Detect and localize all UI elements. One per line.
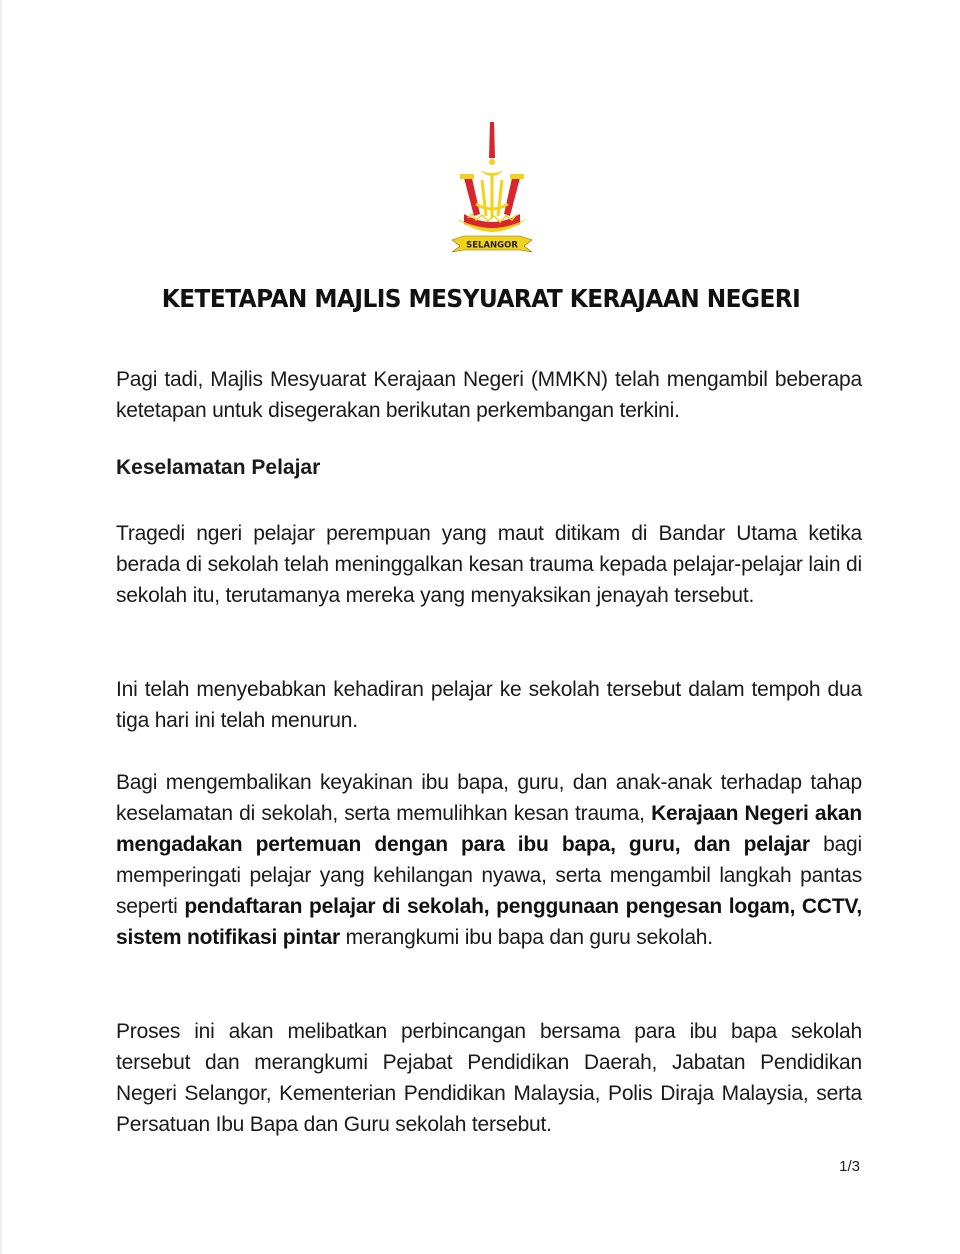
page-number: 1/3 <box>839 1158 860 1175</box>
paragraph-process: Proses ini akan melibatkan perbincangan bersama para ibu bapa sekolah tersebut dan merangkumi Pejabat Pendidikan Daerah, Jabatan Pendidikan Negeri Selangor, Kementerian Pendidikan Malaysia, Polis Diraja Malaysia, serta Persatuan Ibu Bapa dan Guru sekolah tersebut. <box>116 1020 862 1136</box>
measures-text-3: merangkumi ibu bapa dan guru sekolah. <box>339 926 713 949</box>
measures-bold-actions: pendaftaran pelajar di sekolah, penggunaan pengesan logam, CCTV, sistem notifikasi pintar <box>116 895 862 949</box>
paragraph-measures <box>116 767 862 953</box>
selangor-crest-icon <box>442 118 542 258</box>
measures-text-2: bagi memperingati pelajar yang kehilangan nyawa, serta mengambil langkah pantas seperti <box>116 833 862 918</box>
document-title: KETETAPAN MAJLIS MESYUARAT KERAJAAN NEGERI <box>161 284 801 313</box>
measures-bold-meeting: Kerajaan Negeri akan mengadakan pertemuan dengan para ibu bapa, guru, dan pelajar <box>116 802 862 856</box>
measures-text-1: Bagi mengembalikan keyakinan ibu bapa, guru, dan anak-anak terhadap tahap keselamatan di sekolah, serta memulihkan kesan trauma, <box>116 771 862 825</box>
paragraph-tragedy: Tragedi ngeri pelajar perempuan yang maut ditikam di Bandar Utama ketika berada di sekolah telah meninggalkan kesan trauma kepada pelajar-pelajar lain di sekolah itu, terutamanya mereka yang menyaksikan jenayah tersebut. <box>116 522 862 607</box>
intro-paragraph: Pagi tadi, Majlis Mesyuarat Kerajaan Negeri (MMKN) telah mengambil beberapa ketetapan untuk disegerakan berikutan perkembangan terkini. <box>116 368 862 422</box>
paragraph-attendance: Ini telah menyebabkan kehadiran pelajar ke sekolah tersebut dalam tempoh dua tiga hari ini telah menurun. <box>116 678 862 732</box>
crest-banner-text: SELANGOR <box>466 240 518 251</box>
section-heading: Keselamatan Pelajar <box>116 456 321 479</box>
